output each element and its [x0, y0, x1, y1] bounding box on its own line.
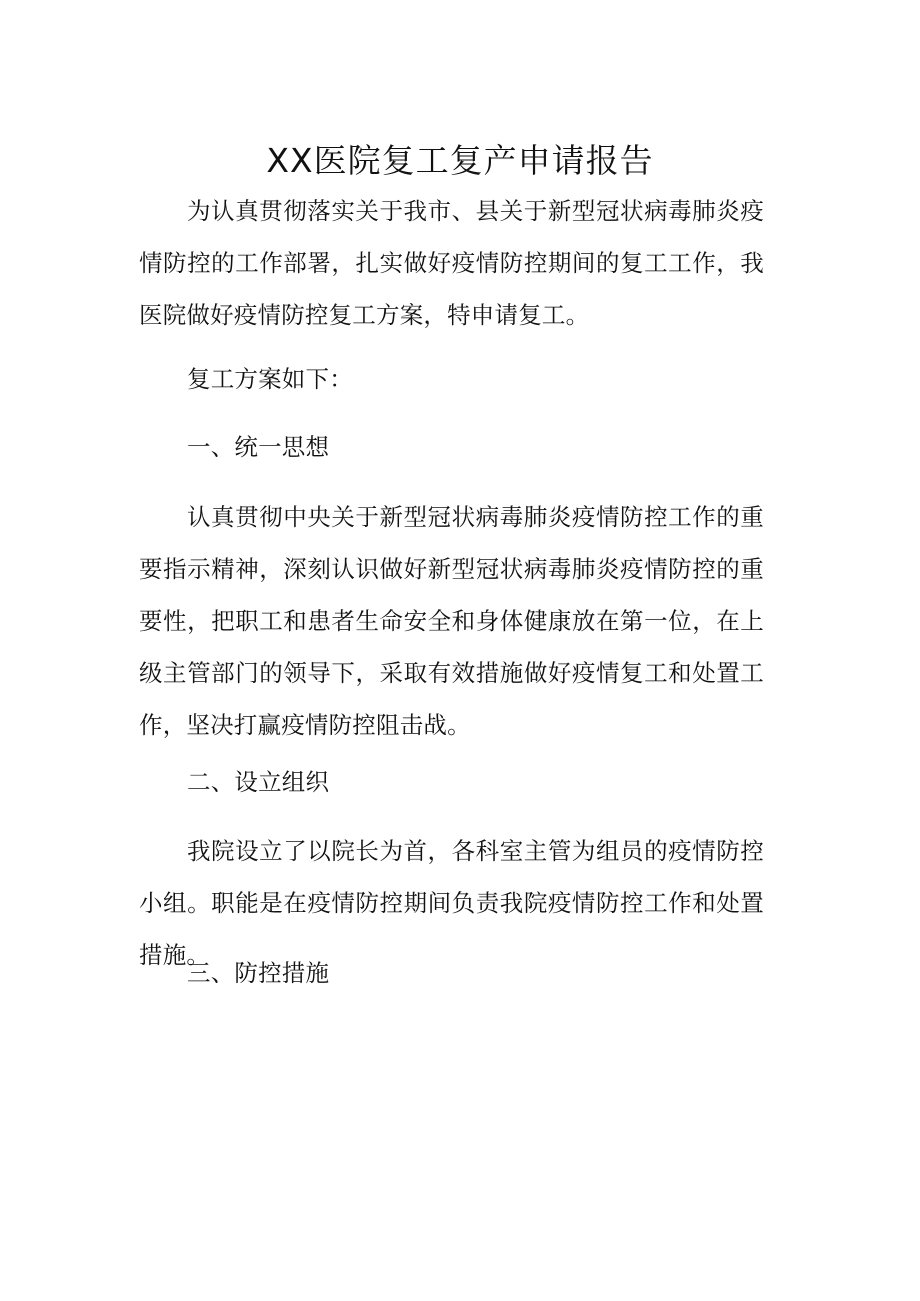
intro-paragraph: 为认真贯彻落实关于我市、县关于新型冠状病毒肺炎疫情防控的工作部署，扎实做好疫情防控期间的复工工作，我医院做好疫情防控复工方案，特申请复工。: [139, 197, 764, 329]
section-body-unified-thinking: 认真贯彻中央关于新型冠状病毒肺炎疫情防控工作的重要指示精神，深刻认识做好新型冠状病毒肺炎疫情防控的重要性，把职工和患者生命安全和身体健康放在第一位，在上级主管部门的领导下，采取有效措施做好疫情复工和处置工作，坚决打赢疫情防控阻击战。: [139, 503, 764, 739]
section-body-organization: 我院设立了以院长为首，各科室主管为组员的疫情防控小组。职能是在疫情防控期间负责我院疫情防控工作和处置措施。: [139, 837, 764, 969]
section-heading-organization: 二、设立组织: [187, 768, 330, 796]
plan-label: 复工方案如下：: [187, 365, 353, 393]
section-heading-control-measures: 三、防控措施: [187, 959, 330, 987]
section-heading-unified-thinking: 一、统一思想: [187, 433, 330, 461]
document-title: XX医院复工复产申请报告: [266, 141, 654, 181]
